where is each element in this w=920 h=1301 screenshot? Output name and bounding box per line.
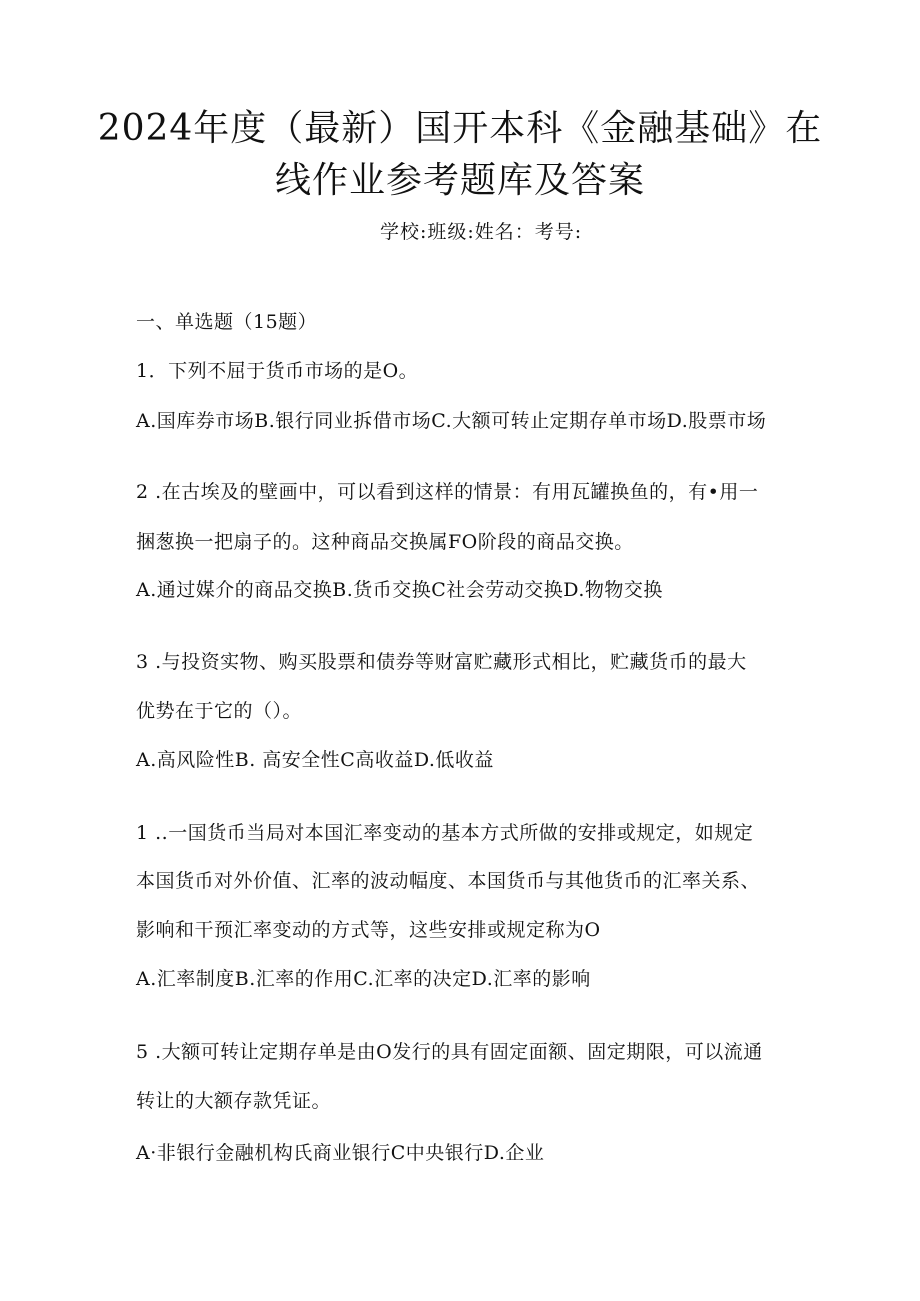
question-3-options: A.高风险性B. 高安全性C高收益D.低收益 [136, 749, 494, 771]
question-4-stem-line-2: 本国货币对外价值、汇率的波动幅度、本国货币与其他货币的汇率关系、 [136, 870, 761, 892]
question-2-stem-line-1: 2 .在古埃及的壁画中，可以看到这样的情景：有用瓦罐换鱼的，有•用一 [136, 481, 759, 503]
question-1-stem-line-1: 1．下列不屈于货币市场的是O。 [136, 360, 419, 382]
question-1-options: A.国库券市场B.银行同业拆借市场C.大额可转止定期存单市场D.股票市场 [136, 410, 767, 432]
question-2-options: A.通过媒介的商品交换B.货币交换C社会劳动交换D.物物交换 [136, 579, 663, 601]
question-3-stem-line-2: 优势在于它的（）。 [136, 700, 303, 722]
question-5-options: A·非银行金融机构氏商业银行C中央银行D.企业 [136, 1142, 545, 1164]
question-4-stem-line-3: 影响和干预汇率变动的方式等，这些安排或规定称为O [136, 919, 601, 941]
question-4-options: A.汇率制度B.汇率的作用C.汇率的决定D.汇率的影响 [136, 968, 591, 990]
student-info-line: 学校:班级:姓名：考号: [380, 221, 583, 243]
question-5-stem-line-2: 转让的大额存款凭证。 [136, 1090, 332, 1112]
question-5-stem-line-1: 5 .大额可转让定期存单是由O发行的具有固定面额、固定期限，可以流通 [136, 1041, 763, 1063]
question-4-stem-line-1: 1 ..一国货币当局对本国汇率变动的基本方式所做的安排或规定，如规定 [136, 822, 754, 844]
question-3-stem-line-1: 3 .与投资实物、购买股票和债券等财富贮藏形式相比，贮藏货币的最大 [136, 651, 747, 673]
question-2-stem-line-2: 捆葱换一把扇子的。这种商品交换属FO阶段的商品交换。 [136, 531, 634, 553]
document-title-line-1: 2024年度（最新）国开本科《金融基础》在 [97, 108, 823, 149]
section-heading: 一、单选题（15题） [136, 311, 318, 333]
document-title-line-2: 线作业参考题库及答案 [274, 160, 645, 201]
